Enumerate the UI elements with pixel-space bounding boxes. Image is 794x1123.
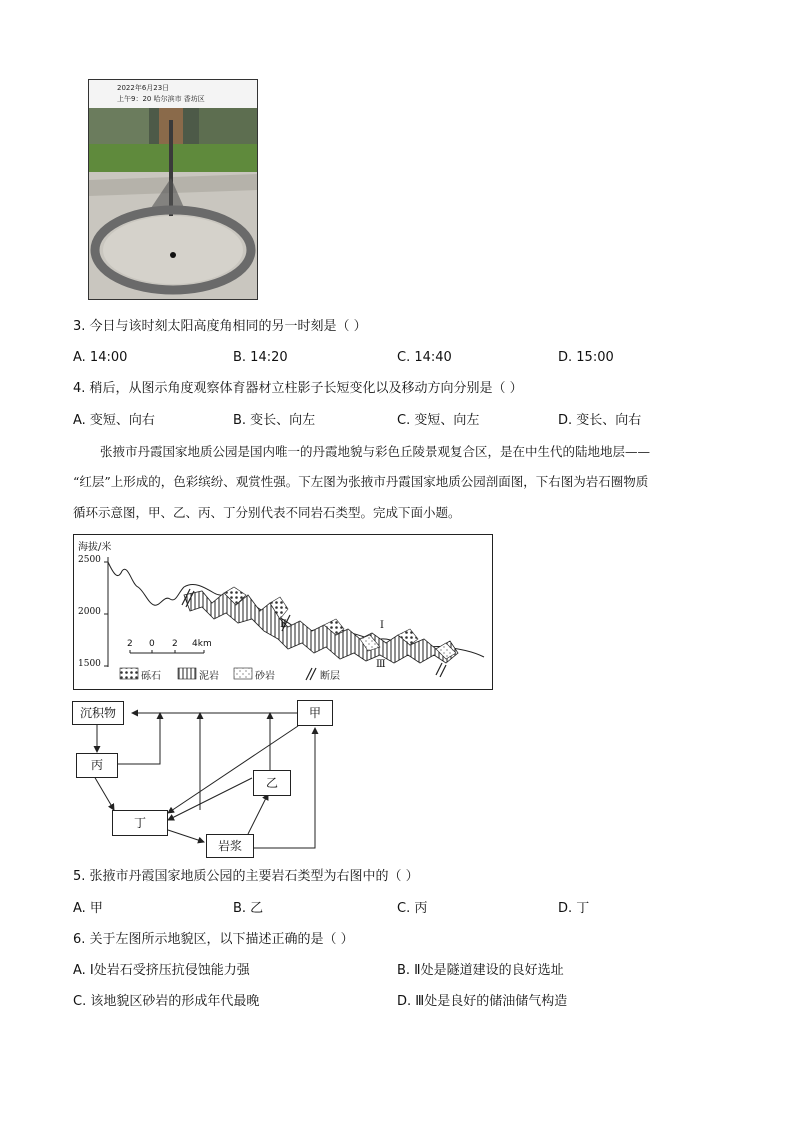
q6-option-d[interactable]: D. Ⅲ处是良好的储油储气构造 [397, 994, 568, 1009]
q5-option-c[interactable]: C. 丙 [397, 901, 428, 916]
node-sediment: 沉积物 [72, 701, 124, 725]
node-magma: 岩浆 [206, 834, 254, 858]
profile-ytick-2500: 2500 [78, 555, 101, 565]
question-3: 3. 今日与该时刻太阳高度角相同的另一时刻是（ ） [73, 319, 367, 334]
passage-line-2: “红层”上形成的，色彩缤纷、观赏性强。下左图为张掖市丹霞国家地质公园剖面图，下右图为岩石圈物质 [73, 474, 649, 489]
q4-option-d[interactable]: D. 变长、向右 [558, 413, 642, 428]
profile-label-ii: Ⅱ [280, 619, 287, 630]
q4-option-a[interactable]: A. 变短、向右 [73, 413, 155, 428]
passage-line-3: 循环示意图，甲、乙、丙、丁分别代表不同岩石类型。完成下面小题。 [73, 505, 461, 520]
rock-cycle-diagram [60, 698, 360, 862]
q3-option-c[interactable]: C. 14:40 [397, 350, 452, 365]
q3-option-a[interactable]: A. 14:00 [73, 350, 128, 365]
q5-option-b[interactable]: B. 乙 [233, 901, 264, 916]
legend-sandstone: 砂岩 [255, 671, 275, 682]
scale-label-0: 0 [149, 639, 155, 649]
q4-option-b[interactable]: B. 变长、向左 [233, 413, 316, 428]
profile-ylabel: 海拔/米 [78, 542, 112, 553]
q6-option-c[interactable]: C. 该地貌区砂岩的形成年代最晚 [73, 994, 260, 1009]
profile-label-i: Ⅰ [380, 620, 384, 631]
q3-option-b[interactable]: B. 14:20 [233, 350, 288, 365]
q6-option-b[interactable]: B. Ⅱ处是隧道建设的良好选址 [397, 963, 564, 978]
question-5: 5. 张掖市丹霞国家地质公园的主要岩石类型为右图中的（ ） [73, 869, 419, 884]
profile-ytick-2000: 2000 [78, 607, 101, 617]
photo-date: 2022年6月23日 [117, 84, 170, 92]
sundial-photo [88, 79, 258, 300]
node-jia: 甲 [297, 700, 333, 726]
q5-option-d[interactable]: D. 丁 [558, 901, 590, 916]
question-4: 4. 稍后，从图示角度观察体育器材立柱影子长短变化以及移动方向分别是（ ） [73, 381, 523, 396]
geologic-profile [73, 534, 493, 690]
profile-ytick-1500: 1500 [78, 659, 101, 669]
node-bing: 丙 [76, 753, 118, 778]
q6-option-a[interactable]: A. Ⅰ处岩石受挤压抗侵蚀能力强 [73, 963, 250, 978]
legend-gravel: 砾石 [141, 671, 161, 682]
node-ding: 丁 [112, 810, 168, 836]
q4-option-c[interactable]: C. 变短、向左 [397, 413, 480, 428]
scale-label-4km: 4km [192, 639, 212, 649]
scale-label-2a: 2 [127, 639, 133, 649]
question-6: 6. 关于左图所示地貌区，以下描述正确的是（ ） [73, 932, 354, 947]
profile-label-iii: Ⅲ [376, 659, 386, 670]
q3-option-d[interactable]: D. 15:00 [558, 350, 614, 365]
legend-mudstone: 泥岩 [199, 671, 219, 682]
scale-label-2b: 2 [172, 639, 178, 649]
photo-time-place: 上午9：20 哈尔滨市 香坊区 [117, 95, 205, 103]
q5-option-a[interactable]: A. 甲 [73, 901, 103, 916]
legend-fault: 断层 [320, 671, 340, 682]
node-yi: 乙 [253, 770, 291, 796]
photo-scene [89, 80, 257, 299]
passage-line-1: 张掖市丹霞国家地质公园是国内唯一的丹霞地貌与彩色丘陵景观复合区，是在中生代的陆地地层—— [100, 444, 651, 459]
